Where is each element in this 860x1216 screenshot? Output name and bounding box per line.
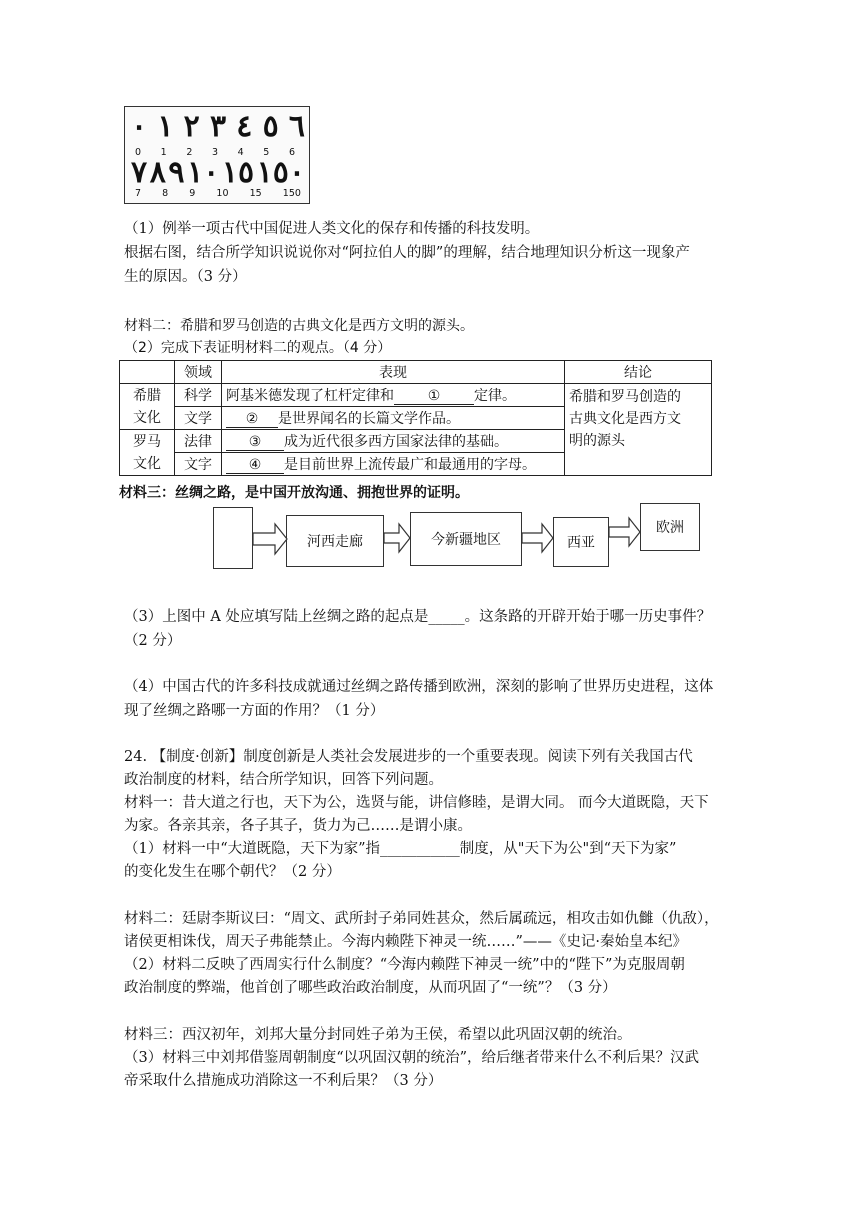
question-4-line-2: 现了丝绸之路哪一方面的作用？（1 分） <box>124 703 385 719</box>
field-cell: 科学 <box>175 384 222 407</box>
q24-question-2-line-2: 政治制度的弊端，他首创了哪些政治政治制度，从而巩固了“一统”？（3 分） <box>124 980 617 996</box>
conclusion-line: 希腊和罗马创造的 <box>569 389 681 405</box>
western-numeral: 8 <box>162 188 169 199</box>
evidence-text: 成为近代很多西方国家法律的基础。 <box>284 434 508 450</box>
arrow-right-icon <box>384 524 410 552</box>
evidence-text: 定律。 <box>474 388 516 404</box>
q24-question-3-line-2: 帝采取什么措施成功消除这一不利后果？（3 分） <box>124 1073 443 1089</box>
western-numeral: 4 <box>237 147 244 158</box>
western-numeral: 7 <box>135 188 142 199</box>
region-label: 希腊 <box>133 387 161 404</box>
arabic-numeral: ١٥٠ <box>256 155 305 190</box>
flow-box-europe: 欧洲 <box>640 503 700 551</box>
western-numeral: 1 <box>160 147 167 158</box>
table-header-cell: 表现 <box>222 361 565 384</box>
q24-material-1-line-1: 材料一：昔大道之行也，天下为公，选贤与能，讲信修睦，是谓大同。 而今大道既隐，天下 <box>124 795 709 811</box>
western-numeral: 5 <box>263 147 270 158</box>
arabic-numeral: ٢ <box>183 109 200 144</box>
answer-blank-3: ③ <box>226 434 284 451</box>
region-label: 文化 <box>133 409 161 426</box>
q24-material-2-line-2: 诸侯更相诛伐，周天子弗能禁止。今海内赖陛下神灵一统……”——《史记·秦始皇本纪》 <box>124 934 688 950</box>
question-3-line-2: （2 分） <box>124 633 182 649</box>
question-2-prompt: （2）完成下表证明材料二的观点。（4 分） <box>124 340 392 356</box>
arabic-numeral: ٩ <box>168 155 185 190</box>
field-cell: 法律 <box>175 430 222 453</box>
question-1-line-2: 根据右图，结合所学知识说说你对“阿拉伯人的脚”的理解，结合地理知识分析这一现象产 <box>124 245 690 261</box>
western-numeral: 3 <box>211 147 219 158</box>
q24-material-3-line-1: 材料三：西汉初年，刘邦大量分封同姓子弟为王侯，希望以此巩固汉朝的统治。 <box>124 1027 632 1043</box>
western-numeral: 9 <box>189 188 196 199</box>
conclusion-line: 古典文化是西方文 <box>569 411 681 427</box>
material-2-heading: 材料二：希腊和罗马创造的古典文化是西方文明的源头。 <box>124 318 474 334</box>
q24-question-2-line-1: （2）材料二反映了西周实行什么制度？“今海内赖陛下神灵一统”中的“陛下”为克服周朝 <box>124 957 685 973</box>
western-numeral: 15 <box>249 188 262 199</box>
conclusion-line: 明的源头 <box>569 433 625 449</box>
arrow-right-icon <box>522 524 553 552</box>
table-header-cell: 领域 <box>175 361 222 384</box>
evidence-text: 阿基米德发现了杠杆定律和 <box>226 388 394 404</box>
region-label: 文化 <box>133 455 161 472</box>
arabic-numeral: ٣ <box>209 109 227 144</box>
arabic-numeral: ٤ <box>236 109 253 144</box>
region-label: 罗马 <box>133 433 161 450</box>
field-cell: 文字 <box>175 453 222 476</box>
arabic-numeral: ٠ <box>131 109 148 144</box>
arabic-numeral: ١٥ <box>221 155 255 190</box>
table-header-cell: 结论 <box>565 361 712 384</box>
arrow-right-icon <box>609 518 640 546</box>
evidence-text: 是目前世界上流传最广和最通用的字母。 <box>284 457 536 473</box>
question-24-intro-line-1: 24. 【制度·创新】制度创新是人类社会发展进步的一个重要表现。阅读下列有关我国古代 <box>124 749 693 765</box>
question-1-line-3: 生的原因。（3 分） <box>124 269 247 285</box>
q24-question-3-line-1: （3）材料三中刘邦借鉴周朝制度“以巩固汉朝的统治”，给后继者带来什么不利后果？汉武 <box>124 1050 700 1066</box>
arrow-right-icon <box>253 524 287 554</box>
arabic-numeral: ٥ <box>262 109 279 144</box>
western-numeral: 0 <box>135 147 142 158</box>
western-numeral: 6 <box>288 147 295 158</box>
western-numeral: 150 <box>282 188 301 199</box>
answer-blank-4: ④ <box>226 457 284 474</box>
evidence-text: 是世界闻名的长篇文学作品。 <box>278 411 460 427</box>
question-24-intro-line-2: 政治制度的材料，结合所学知识，回答下列问题。 <box>124 772 443 788</box>
material-3-heading: 材料三：丝绸之路，是中国开放沟通、拥抱世界的证明。 <box>119 485 469 501</box>
western-numeral: 10 <box>216 188 229 199</box>
field-cell: 文学 <box>175 407 222 430</box>
arabic-numeral: ١ <box>157 109 174 144</box>
q24-question-1-line-2: 的变化发生在哪个朝代？（2 分） <box>124 864 341 880</box>
question-4-line-1: （4）中国古代的许多科技成就通过丝绸之路传播到欧洲，深刻的影响了世界历史进程，这体 <box>124 679 714 695</box>
flow-box-hexi-corridor: 河西走廊 <box>286 515 384 567</box>
flow-box-xinjiang: 今新疆地区 <box>410 512 522 566</box>
answer-blank-2: ② <box>226 411 278 428</box>
q24-material-1-line-2: 为家。各亲其亲，各子其子，货力为己……是谓小康。 <box>124 818 472 834</box>
arabic-numeral: ١٠ <box>187 155 220 190</box>
question-1-line-1: （1）例举一项古代中国促进人类文化的保存和传播的科技发明。 <box>124 221 540 237</box>
q24-question-1-line-1: （1）材料一中“大道既隐，天下为家”指___________制度，从"天下为公"到“天下为家” <box>124 841 677 857</box>
arabic-numeral: ٧ <box>131 155 148 190</box>
flow-box-west-asia: 西亚 <box>553 517 609 567</box>
question-3-line-1: （3）上图中 A 处应填写陆上丝绸之路的起点是_____。这条路的开辟开始于哪一历史事件？ <box>124 609 712 625</box>
arabic-numeral: ٦ <box>288 109 305 144</box>
q24-material-2-line-1: 材料二：廷尉李斯议曰：“周文、武所封子弟同姓甚众，然后属疏远，相攻击如仇雠（仇敌）， <box>124 911 719 927</box>
arabic-numeral: ٨ <box>149 155 166 190</box>
answer-blank-1: ① <box>394 388 474 405</box>
western-numeral: 2 <box>186 147 193 158</box>
